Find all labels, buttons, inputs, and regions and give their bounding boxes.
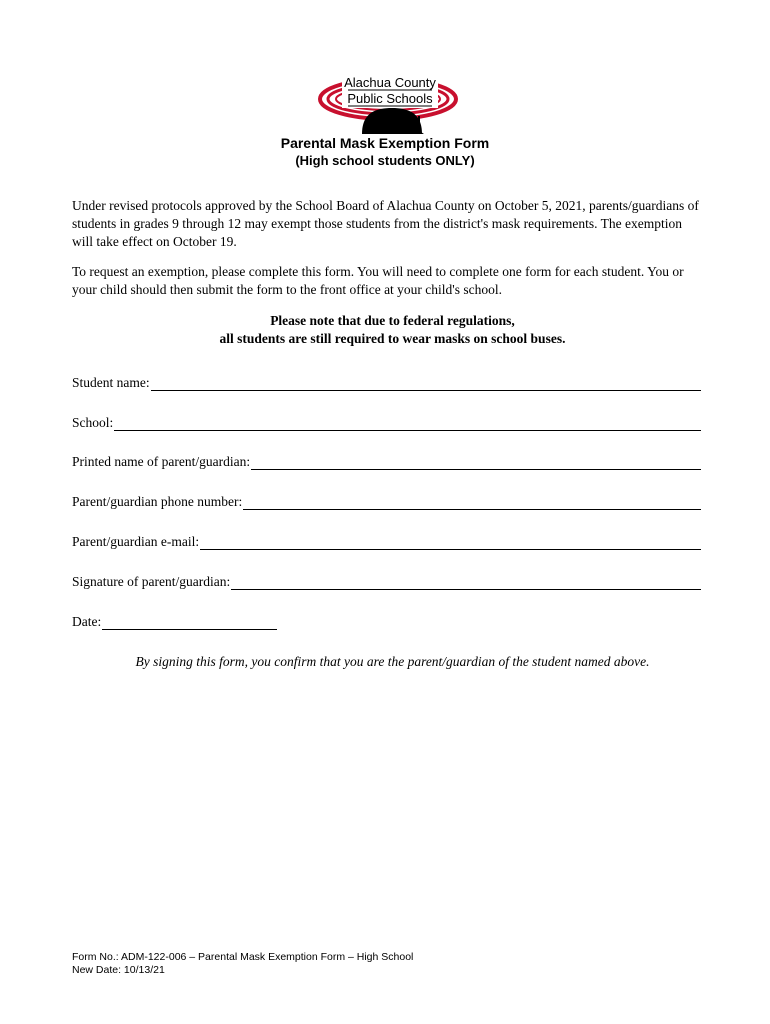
footer-form-number: Form No.: ADM-122-006 – Parental Mask Exemption Form – High School [72, 951, 414, 963]
phone-line[interactable] [243, 496, 701, 510]
confirmation-statement: By signing this form, you confirm that you are the parent/guardian of the student named above. [135, 654, 650, 669]
school-label: School: [72, 415, 114, 430]
district-logo [318, 72, 466, 136]
logo-text-line1: Alachua County [344, 75, 436, 90]
phone-label: Parent/guardian phone number: [72, 494, 243, 509]
bus-mask-notice [0, 312, 770, 348]
email-field[interactable] [72, 534, 701, 550]
footer-new-date: New Date: 10/13/21 [72, 964, 165, 976]
parent-name-line[interactable] [251, 456, 701, 470]
date-line[interactable] [102, 616, 277, 630]
signature-line[interactable] [231, 576, 701, 590]
student-name-label: Student name: [72, 375, 150, 390]
date-field[interactable] [72, 614, 277, 630]
date-label: Date: [72, 614, 102, 629]
notice-line-2: all students are still required to wear masks on school buses. [219, 331, 566, 346]
notice-line-1: Please note that due to federal regulations, [270, 313, 515, 328]
logo-text-line2: Public Schools [347, 91, 433, 106]
email-line[interactable] [200, 536, 701, 550]
parent-name-label: Printed name of parent/guardian: [72, 454, 251, 469]
district-logo-graphic [318, 72, 466, 136]
form-title: Parental Mask Exemption Form [280, 135, 490, 151]
signature-field[interactable] [72, 574, 701, 590]
parent-name-field[interactable] [72, 454, 701, 470]
student-name-line[interactable] [151, 377, 701, 391]
phone-field[interactable] [72, 494, 701, 510]
intro-paragraph: Under revised protocols approved by the School Board of Alachua County on October 5, 2021, parents/guardians of students in grades 9 through 12 may exempt those students from the district's mask requirements. The exemption will take effect on October 19. [72, 198, 699, 249]
form-footer [72, 951, 413, 977]
student-name-field[interactable] [72, 375, 701, 391]
form-subtitle: (High school students ONLY) [295, 153, 475, 168]
instructions-paragraph: To request an exemption, please complete this form. You will need to complete one form for each student. You or your child should then submit the form to the front office at your child's school. [72, 264, 684, 297]
school-line[interactable] [114, 417, 701, 431]
school-field[interactable] [72, 415, 701, 431]
signature-label: Signature of parent/guardian: [72, 574, 231, 589]
email-label: Parent/guardian e-mail: [72, 534, 200, 549]
